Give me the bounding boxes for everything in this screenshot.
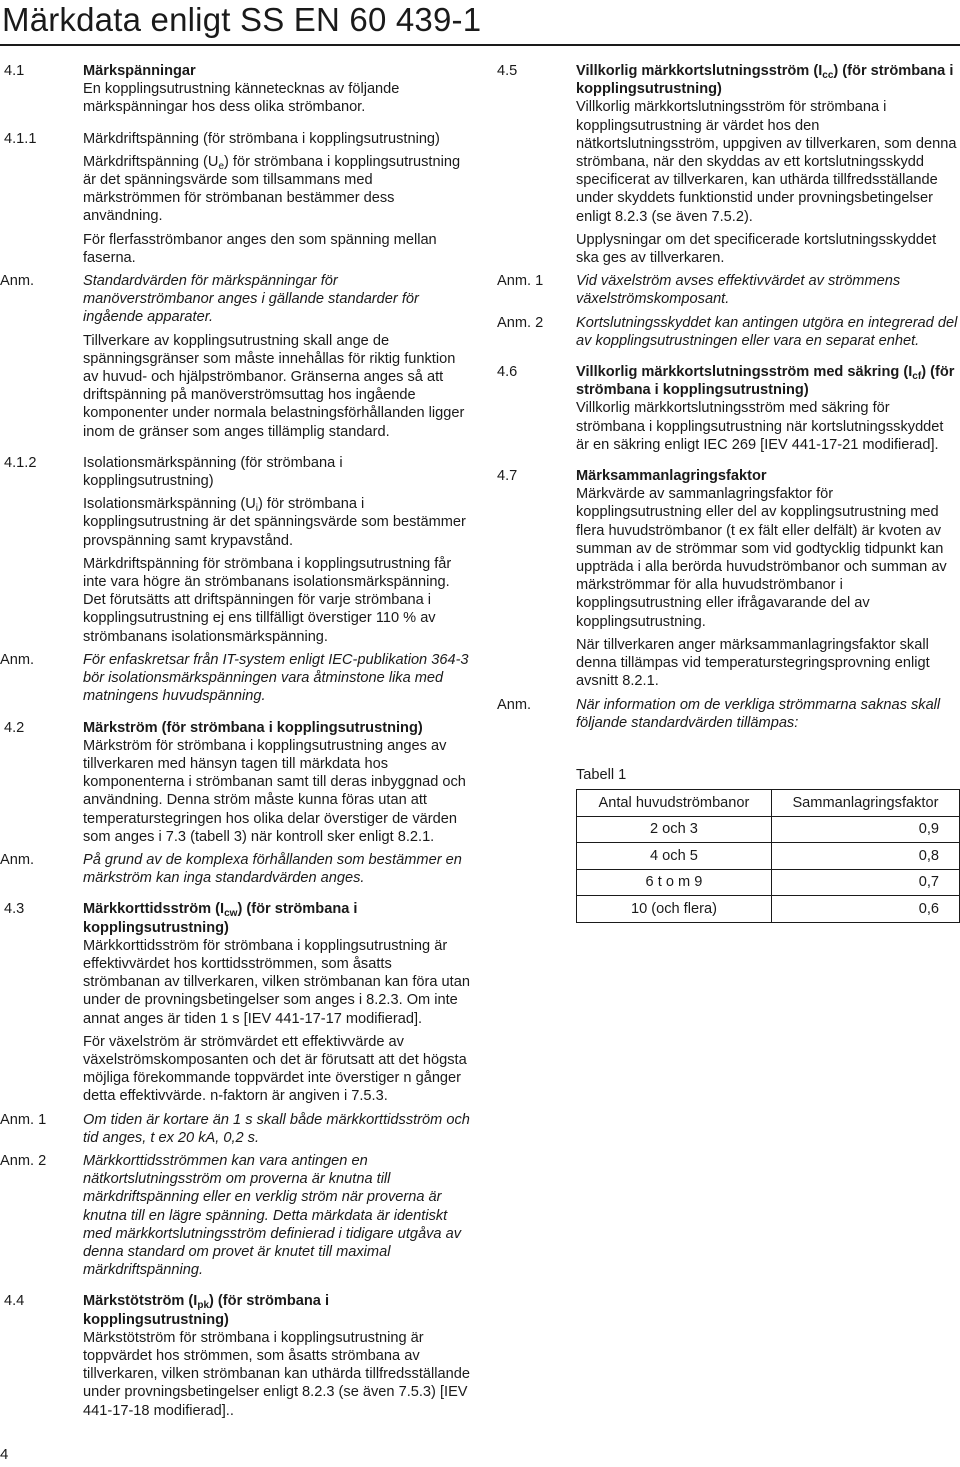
- table-row: [577, 816, 960, 843]
- paragraph: Märkkorttidsström för strömbana i kopplingsutrustning är effektivvärdet hos korttidsströmmen, som åsatts strömbanan av tillverkaren, vilken strömbanan kan föra utan under de provningsbetingelser som anges i 8.2.3. Om inte annat anges är tiden 1 s [IEV 441-17-17 modifierad].: [83, 937, 470, 1027]
- table-header: Sammanlagringsfaktor: [771, 790, 959, 817]
- section-number: 4.7: [497, 468, 518, 485]
- paragraph: Villkorlig märkkortslutningsström med säkring för strömbana i kopplingsutrustning när kortslutningsskyddet är en säkring enligt IEC 269 [IEV 441-17-21 modifierad].: [576, 400, 944, 453]
- note: Anm. 1 Vid växelström avses effektivvärdet av strömmens växelströmskomposant.: [497, 273, 901, 308]
- note-label: Anm. 1: [497, 273, 544, 290]
- section-heading: Isolationsmärkspänning (för strömbana i kopplingsutrustning): [83, 454, 343, 490]
- paragraph: För flerfasströmbanor anges den som spänning mellan faserna.: [83, 231, 437, 266]
- section-4-5: [497, 62, 960, 350]
- table-header-row: [577, 790, 960, 817]
- paragraph: Isolationsmärkspänning $(U_i)$ för strömbana i kopplingsutrustning är det spänningsvärde som bestämmer provspänning samt krypavstånd.: [83, 496, 466, 549]
- table-cell: 6 t o m 9: [577, 869, 772, 896]
- table-cell: 4 och 5: [577, 843, 772, 870]
- paragraph: Märkström för strömbana i kopplingsutrustning anges av tillverkaren med hänsyn tagen till märkdata hos komponenterna i strömbanan samt till deras inbyggnad och användning. Denna ström måste kunna föras utan att temperaturstegringen hos olika delar överstiger de värden som anges i 7.3 (tabell 3) när kontroll sker enligt 8.2.1.: [83, 737, 466, 845]
- section-heading: Villkorlig märkkortslutningsström med säkring $(I_{cf})$ (för strömbana i kopplingsutrustning): [576, 364, 955, 399]
- section-heading: Villkorlig märkkortslutningsström $(I_{cc})$ (för strömbana i kopplingsutrustning): [576, 63, 954, 98]
- paragraph: Märkvärde av sammanlagringsfaktor för kopplingsutrustning eller del av kopplingsutrustning med flera huvudströmbanor (t ex fält eller delfält) är kvoten av summan av de strömmar som vid godtycklig tidpunkt kan uppträda i alla berörda huvudströmbanor och summan av märkströmmar för alla huvudströmbanor i kopplingsutrustning eller ifrågavarande del av kopplingsutrustning.: [576, 486, 947, 630]
- paragraph: En kopplingsutrustning kännetecknas av följande märkspänningar hos dess olika strömbanor.: [83, 81, 400, 116]
- section-heading: Märkkorttidsström $(I_{cw})$ (för strömbana i kopplingsutrustning): [83, 901, 358, 936]
- left-column: [0, 62, 470, 1433]
- paragraph: När tillverkaren anger märksammanlagringsfaktor skall denna tillämpas vid temperaturstegringsprovning enligt avsnitt 8.2.1.: [576, 636, 930, 690]
- paragraph: Tillverkare av kopplingsutrustning skall ange de spänningsgränser som måste innehållas för riktig funktion av huvud- och hjälpströmbanor. Gränserna anges så att driftspänning på manöverströmsuttag hos ingående komponenter under normala belastningsförhållanden ligger inom de gränser som anges tillämplig standard.: [83, 332, 465, 440]
- table-cell: 10 (och flera): [577, 896, 772, 923]
- table-sammanlagringsfaktor: [576, 789, 960, 923]
- section-number: 4.5: [497, 63, 518, 79]
- table-cell: 0,7: [771, 869, 959, 896]
- paragraph: För växelström är strömvärdet ett effektivvärde av växelströmskomposanten och det är förutsatt att det högsta möjliga förekommande toppvärdet inte överstiger n gånger detta effektivvärde. n-faktorn är angiven i 7.5.3.: [83, 1033, 467, 1105]
- section-number: 4.1.1: [4, 130, 37, 147]
- section-number: 4.4: [4, 1293, 25, 1310]
- right-column: [497, 62, 960, 936]
- section-number: 4.3: [4, 901, 25, 918]
- table-cell: 0,6: [771, 896, 959, 923]
- table-row: [577, 843, 960, 870]
- note-label: Anm.: [0, 851, 35, 868]
- section-heading: Märkspänningar: [83, 63, 196, 79]
- section-4-2: [0, 719, 470, 888]
- note: Anm. För enfaskretsar från IT-system enligt IEC-publikation 364-3 bör isolationsmärkspänningen vara åtminstone lika med matningens huvudspänning.: [0, 651, 469, 705]
- table-header: Antal huvudströmbanor: [577, 790, 772, 817]
- note: Anm. När information om de verkliga strömmarna saknas skall följande standardvärden tillämpas:: [497, 696, 941, 731]
- section-heading: Märksammanlagringsfaktor: [576, 468, 767, 485]
- paragraph: Villkorlig märkkortslutningsström för strömbana i kopplingsutrustning är värdet hos den nätkortslutningsström, uppgiven av tillverkaren, som denna strömbana, när den skyddas av ett kortslutningsskydd specificerat av tillverkaren, kan uthärda tillfredsställande under skyddets funktionstid under provningsbetingelser enligt 8.2.3 (se även 7.5.2).: [576, 99, 957, 225]
- paragraph: Märkdriftspänning för strömbana i kopplingsutrustning får inte vara högre än strömbanans isolationsmärkspänning. Det förutsätts att driftspänningen för varje strömbana i kopplingsutrustning ej ens tillfälligt överstiger 110 % av strömbanans isolationsmärkspänning.: [83, 555, 452, 645]
- note-label: Anm.: [0, 651, 35, 668]
- table-caption: Tabell 1: [576, 766, 627, 783]
- table-cell: 2 och 3: [577, 816, 772, 843]
- table-cell: 0,9: [771, 816, 959, 843]
- note-label: Anm.: [0, 273, 35, 290]
- table-row: [577, 896, 960, 923]
- section-4-1-2: [0, 454, 470, 706]
- page-title: Märkdata enligt SS EN 60 439-1: [2, 1, 482, 38]
- page-number: 4: [0, 1446, 9, 1463]
- section-number: 4.1: [4, 63, 25, 79]
- note-label: Anm.: [497, 696, 532, 713]
- section-4-1: [0, 62, 470, 117]
- note-label: Anm. 2: [0, 1152, 47, 1169]
- note: Anm. 2 Kortslutningsskyddet kan antingen utgöra en integrerad del av kopplingsutrustningen eller vara en separat enhet.: [497, 314, 958, 349]
- section-4-7: [497, 467, 960, 923]
- paragraph: Märkdriftspänning $(U_e)$ för strömbana i kopplingsutrustning är det spänningsvärde som tillsammans med märkströmmen för strömbanan bestämmer dess användning.: [83, 153, 461, 225]
- note-label: Anm. 2: [497, 314, 544, 331]
- table-row: [577, 869, 960, 896]
- paragraph: Märkstötström för strömbana i kopplingsutrustning är toppvärdet hos strömmen, som åsatts strömbana av tillverkaren, vilken strömbanan kan uthärda tillfredsställande under provningsbetingelser enligt 8.2.3 (se även 7.5.3) [IEV 441-17-18 modifierad]..: [83, 1329, 470, 1419]
- section-heading: Märkdriftspänning (för strömbana i kopplingsutrustning): [83, 130, 440, 147]
- note: Anm. 2 Märkkorttidsströmmen kan vara antingen en nätkortslutningsström om proverna är knutna till märkdriftspänning eller en verklig ström när proverna är knutna till en lägre spänning. Detta märkdata är identiskt med märkkortslutningsström definierad i tidigare utgåva av denna standard om provet är knutet till maximal märkdriftspänning.: [0, 1152, 461, 1279]
- section-heading: Märkstötström $(I_{pk})$ (för strömbana i kopplingsutrustning): [83, 1293, 330, 1328]
- paragraph: Upplysningar om det specificerade kortslutningsskyddet ska ges av tillverkaren.: [576, 231, 937, 267]
- section-number: 4.6: [497, 364, 518, 381]
- note: Anm. Standardvärden för märkspänningar för manöverströmbanor anges i gällande standarder för ingående apparater.: [0, 273, 419, 326]
- note: Anm. På grund av de komplexa förhållanden som bestämmer en märkström kan inga standardvärden anges.: [0, 851, 462, 887]
- section-4-1-1: [0, 130, 470, 441]
- section-number: 4.1.2: [4, 454, 37, 471]
- note: Anm. 1 Om tiden är kortare än 1 s skall både märkkorttidsström och tid anges, t ex 20 kA, 0,2 s.: [0, 1111, 470, 1146]
- table-cell: 0,8: [771, 843, 959, 870]
- section-4-4: [0, 1292, 470, 1419]
- note-label: Anm. 1: [0, 1111, 47, 1128]
- section-4-3: [0, 900, 470, 1279]
- section-number: 4.2: [4, 719, 25, 736]
- title-rule: [0, 44, 960, 46]
- section-heading: Märkström (för strömbana i kopplingsutrustning): [83, 719, 423, 736]
- section-4-6: [497, 363, 960, 454]
